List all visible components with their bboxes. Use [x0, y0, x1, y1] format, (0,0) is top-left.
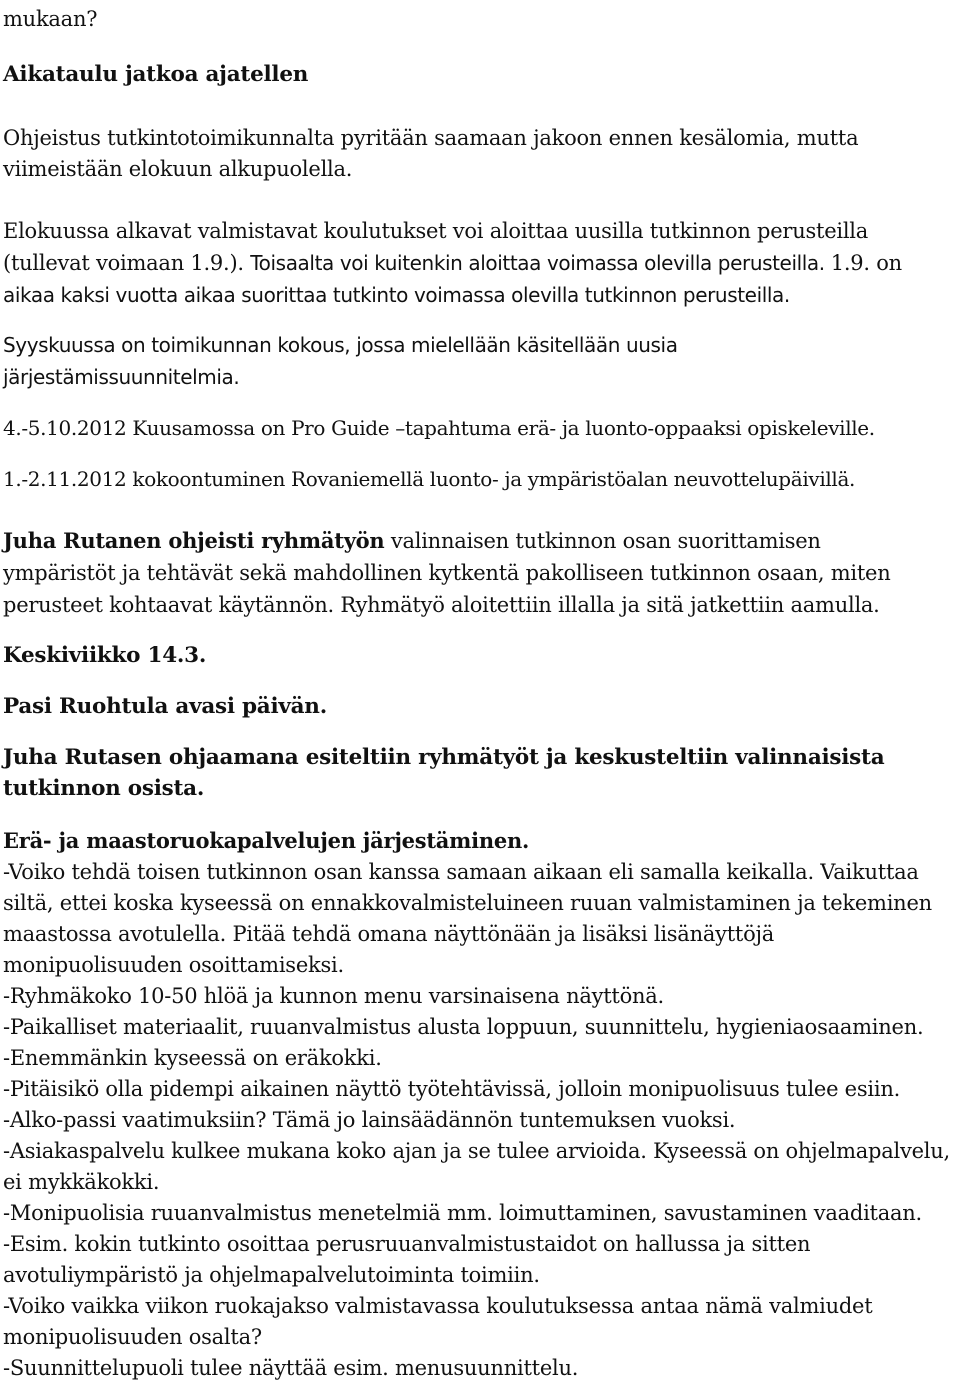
text-line: järjestämissuunnitelmia.	[3, 365, 240, 389]
text-line: Ohjeistus tutkintotoimikunnalta pyritään saamaan jakoon ennen kesälomia, mutta	[3, 126, 859, 150]
list-item: siltä, ettei koska kyseessä on ennakkovalmisteluineen ruuan valmistaminen ja tekeminen	[3, 891, 932, 915]
text-line	[3, 526, 821, 556]
list-item: -Pitäisikö olla pidempi aikainen näyttö työtehtävissä, jolloin monipuolisuus tulee esiin.	[3, 1077, 901, 1101]
section-heading: tutkinnon osista.	[3, 776, 205, 801]
list-item: -Voiko tehdä toisen tutkinnon osan kanssa samaan aikaan eli samalla keikalla. Vaikuttaa	[3, 860, 919, 884]
section-heading: Erä- ja maastoruokapalvelujen järjestäminen.	[3, 828, 530, 853]
section-heading: Aikataulu jatkoa ajatellen	[3, 62, 309, 87]
list-item: -Alko-passi vaatimuksiin? Tämä jo lainsäädännön tuntemuksen vuoksi.	[3, 1108, 736, 1132]
list-item: -Esim. kokin tutkinto osoittaa perusruuanvalmistustaidot on hallussa ja sitten	[3, 1232, 811, 1256]
text-segment: (tullevat voimaan 1.9.).	[3, 251, 251, 275]
list-item: -Ryhmäkoko 10-50 hlöä ja kunnon menu varsinaisena näyttönä.	[3, 984, 664, 1008]
list-item: -Asiakaspalvelu kulkee mukana koko ajan ja se tulee arvioida. Kyseessä on ohjelmapalvelu,	[3, 1139, 950, 1163]
list-item: -Suunnittelupuoli tulee näyttää esim. menusuunnittelu.	[3, 1356, 579, 1380]
text-line: 4.-5.10.2012 Kuusamossa on Pro Guide –tapahtuma erä- ja luonto-oppaaksi opiskeleville.	[3, 416, 875, 440]
text-line	[3, 248, 902, 278]
list-item: monipuolisuuden osoittamiseksi.	[3, 953, 344, 977]
list-item: -Enemmänkin kyseessä on eräkokki.	[3, 1046, 382, 1070]
list-item: -Paikalliset materiaalit, ruuanvalmistus alusta loppuun, suunnittelu, hygieniaosaaminen.	[3, 1015, 924, 1039]
text-line: perusteet kohtaavat käytännön. Ryhmätyö aloitettiin illalla ja sitä jatkettiin aamulla.	[3, 593, 880, 617]
text-line: aikaa kaksi vuotta aikaa suorittaa tutkinto voimassa olevilla tutkinnon perusteilla.	[3, 283, 790, 307]
text-line: Syyskuussa on toimikunnan kokous, jossa mielellään käsitellään uusia	[3, 333, 678, 357]
text-segment: Toisaalta voi kuitenkin aloittaa voimassa olevilla perusteilla.	[250, 251, 831, 275]
text-line: viimeistään elokuun alkupuolella.	[3, 157, 353, 181]
list-item: monipuolisuuden osalta?	[3, 1325, 262, 1349]
list-item: ei mykkäkokki.	[3, 1170, 160, 1194]
text-segment: valinnaisen tutkinnon osan suorittamisen	[384, 529, 821, 553]
list-item: -Monipuolisia ruuanvalmistus menetelmiä mm. loimuttaminen, savustaminen vaaditaan.	[3, 1201, 922, 1225]
section-heading: Juha Rutasen ohjaamana esiteltiin ryhmätyöt ja keskusteltiin valinnaisista	[3, 745, 885, 770]
text-segment-bold: Juha Rutanen ohjeisti ryhmätyön	[3, 528, 385, 553]
section-heading: Pasi Ruohtula avasi päivän.	[3, 694, 327, 719]
list-item: maastossa avotulella. Pitää tehdä omana näyttönään ja lisäksi lisänäyttöjä	[3, 922, 775, 946]
text-line: 1.-2.11.2012 kokoontuminen Rovaniemellä luonto- ja ympäristöalan neuvottelupäivillä.	[3, 467, 856, 491]
list-item: avotuliympäristö ja ohjelmapalvelutoiminta toimiin.	[3, 1263, 540, 1287]
text-line: mukaan?	[3, 7, 98, 31]
section-heading: Keskiviikko 14.3.	[3, 643, 207, 668]
text-segment: 1.9. on	[830, 251, 902, 275]
text-line: Elokuussa alkavat valmistavat koulutukset voi aloittaa uusilla tutkinnon perusteilla	[3, 219, 869, 243]
text-line: ympäristöt ja tehtävät sekä mahdollinen kytkentä pakolliseen tutkinnon osaan, miten	[3, 561, 891, 585]
list-item: -Voiko vaikka viikon ruokajakso valmistavassa koulutuksessa antaa nämä valmiudet	[3, 1294, 873, 1318]
